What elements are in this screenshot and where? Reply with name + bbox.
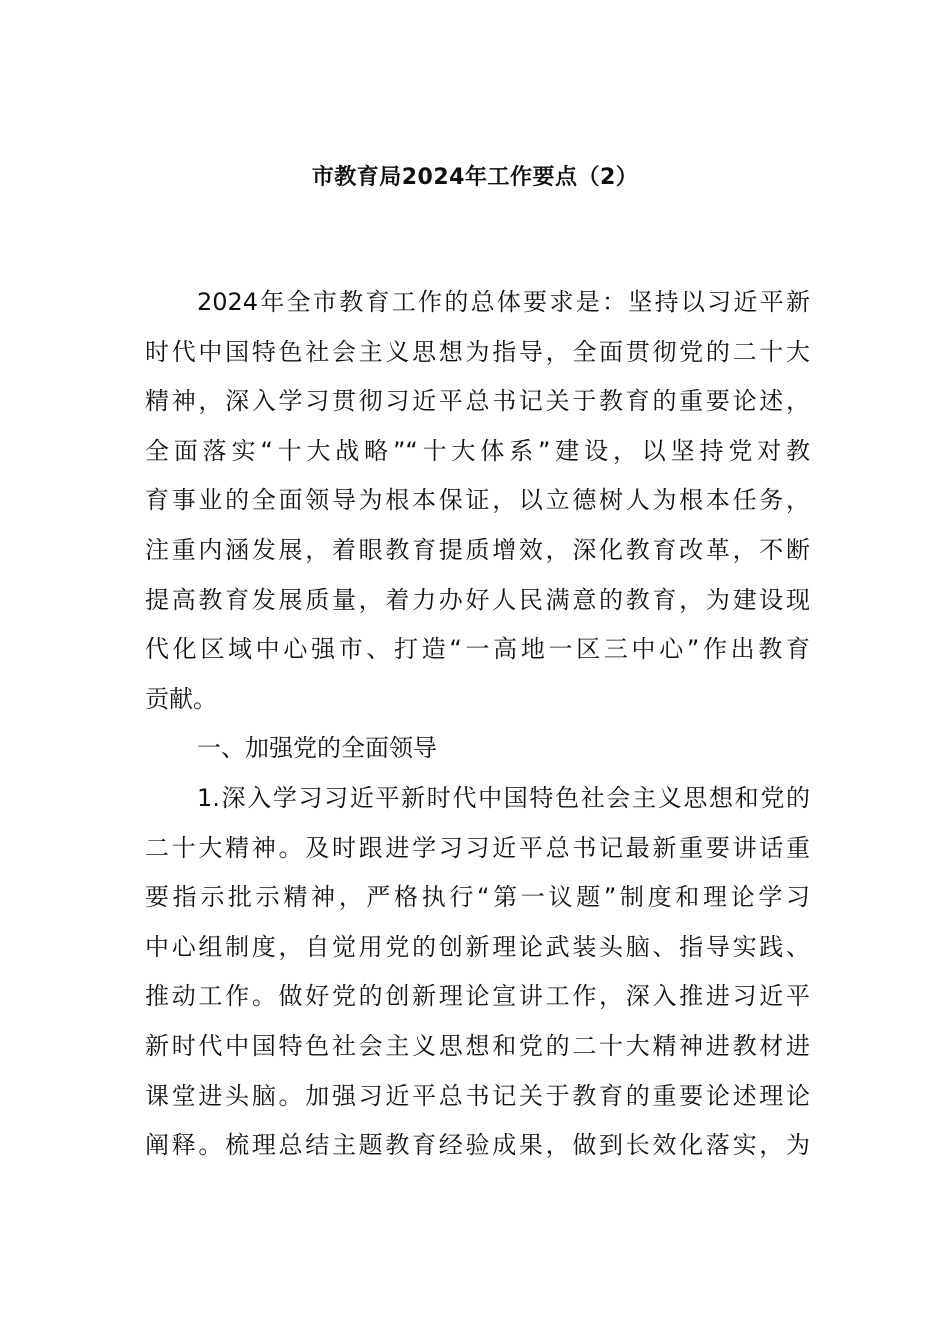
intro-paragraph-line: 提高教育发展质量，着力办好人民满意的教育，为建设现 [145,585,810,614]
intro-paragraph-line: 全面落实“十大战略”“十大体系”建设，以坚持党对教 [145,436,810,465]
item-paragraph-line: 二十大精神。及时跟进学习习近平总书记最新重要讲话重 [145,833,810,862]
item-paragraph-line: 阐释。梳理总结主题教育经验成果，做到长效化落实，为 [145,1131,810,1160]
item-paragraph-line: 中心组制度，自觉用党的创新理论武装头脑、指导实践、 [145,932,810,961]
item-paragraph-line: 1.深入学习习近平新时代中国特色社会主义思想和党的 [197,783,810,812]
document-body [145,278,810,1171]
item-paragraph-line: 新时代中国特色社会主义思想和党的二十大精神进教材进 [145,1031,810,1060]
section-heading: 一、加强党的全面领导 [197,734,437,763]
intro-paragraph-line: 育事业的全面领导为根本保证，以立德树人为根本任务， [145,486,810,515]
item-paragraph-line: 推动工作。做好党的创新理论宣讲工作，深入推进习近平 [145,982,810,1011]
intro-paragraph-line: 贡献。 [145,684,217,713]
intro-paragraph-line: 注重内涵发展，着眼教育提质增效，深化教育改革，不断 [145,535,810,564]
item-paragraph-line: 课堂进头脑。加强习近平总书记关于教育的重要论述理论 [145,1081,810,1110]
intro-paragraph-line: 代化区域中心强市、打造“一高地一区三中心”作出教育 [145,635,810,664]
intro-paragraph-line: 2024年全市教育工作的总体要求是：坚持以习近平新 [197,288,810,316]
document-title: 市教育局2024年工作要点（2） [311,165,639,190]
item-paragraph-line: 要指示批示精神，严格执行“第一议题”制度和理论学习 [145,883,810,912]
intro-paragraph-line: 时代中国特色社会主义思想为指导，全面贯彻党的二十大 [145,337,810,366]
intro-paragraph-line: 精神，深入学习贯彻习近平总书记关于教育的重要论述， [145,387,810,416]
